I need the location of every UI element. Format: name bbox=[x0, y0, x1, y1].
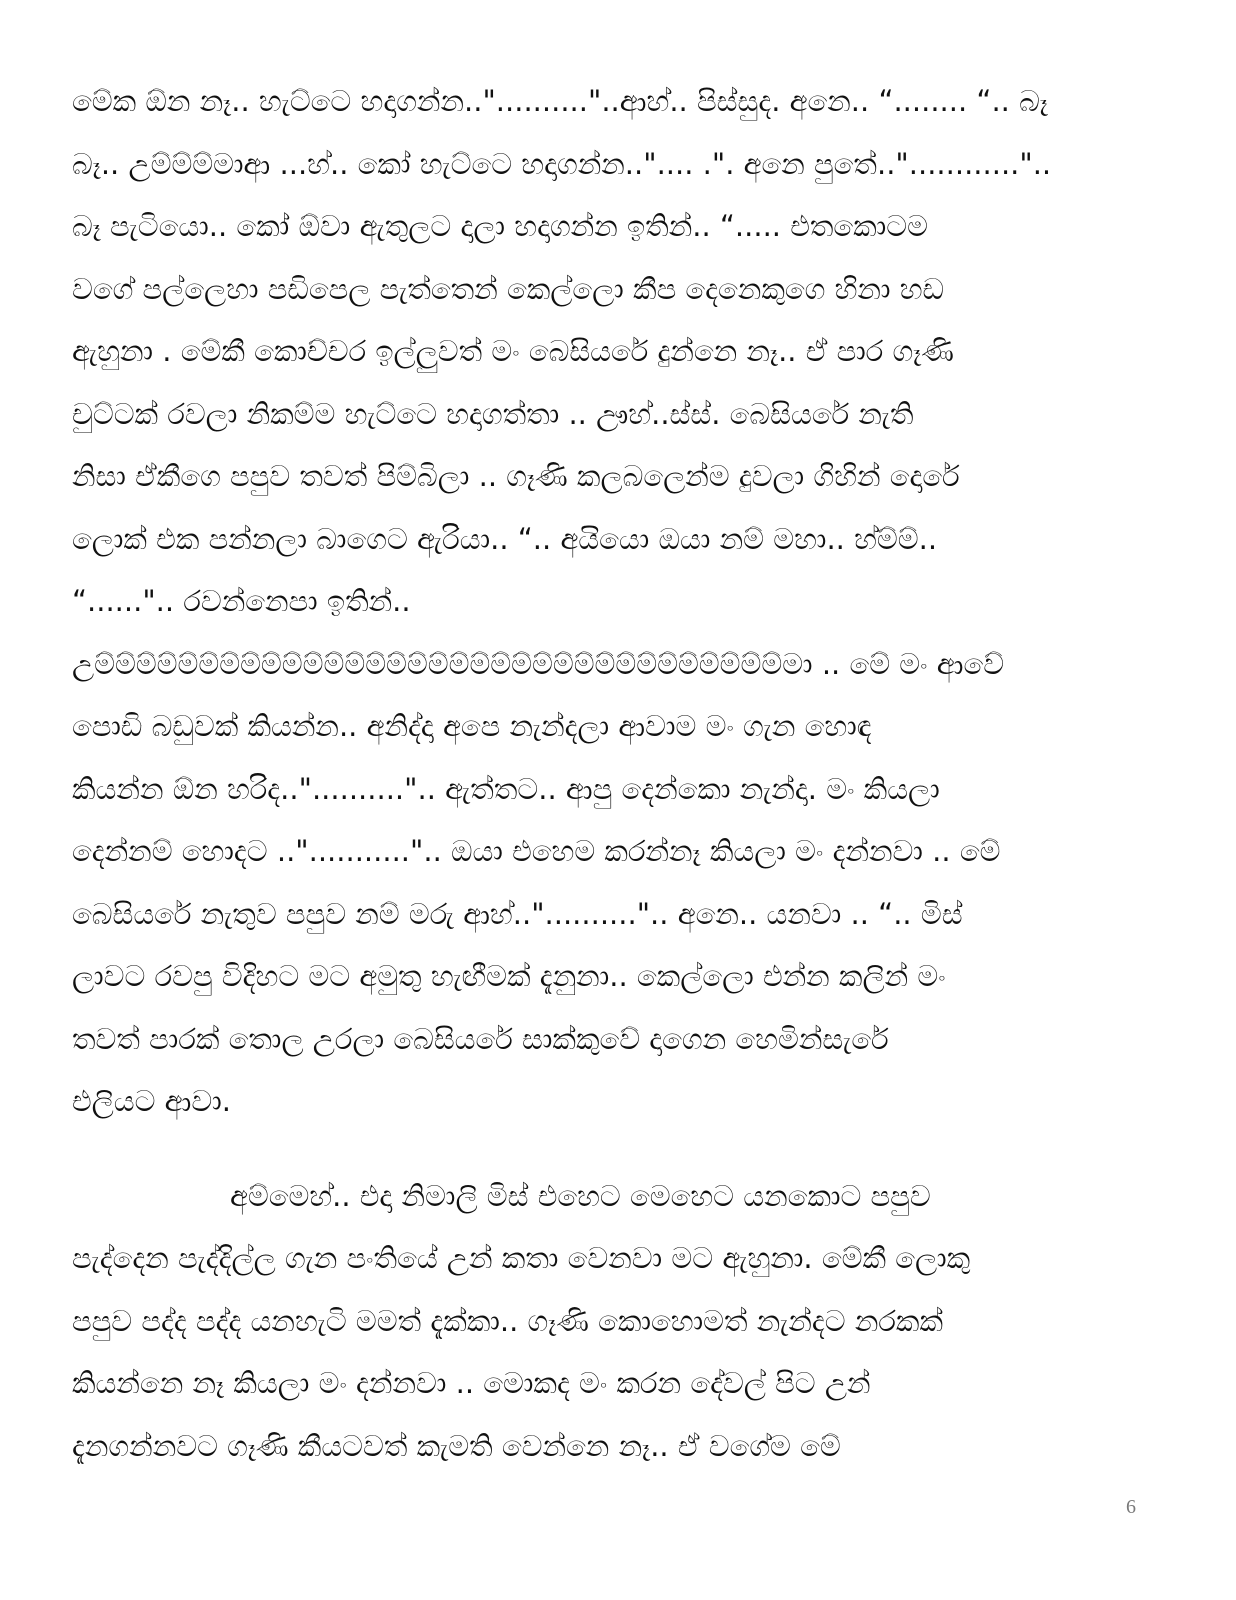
text-line: පොඩි බඩුවක් කියන්න.. අනිද්දා අපෙ නැන්දලා ආවාම මං ගැන හොඳ bbox=[72, 709, 872, 743]
text-line: චුට්ටක් රවලා නිකම්ම හැට්ටෙ හදාගත්තා .. ඌහ්..ස්ස්. බෙසියරේ නැති bbox=[72, 396, 914, 431]
text-line: පපුව පද්ද පද්ද යනහැටි මමත් දැක්කා.. ගෑණි කොහොමත් නැන්දට නරකක් bbox=[72, 1303, 944, 1338]
text-line: බෑ.. උම්ම්ම්මාආ ...හ්.. කෝ හැට්ටෙ හදාගන්න..".... .". අනෙ පුතේ.."............".. bbox=[72, 146, 1052, 181]
text-line: තවත් පාරක් තොල උරලා බෙසියරේ සාක්කුවේ දාගෙන හෙමින්සැරේ bbox=[72, 1021, 889, 1056]
body-text bbox=[72, 70, 1160, 1477]
text-line: වගේ පල්ලෙහා පඩිපෙල පැත්තෙන් කෙල්ලො කීප දෙනෙකුගෙ හිනා හඩ bbox=[72, 271, 945, 306]
paragraph-gap bbox=[72, 1133, 1160, 1165]
text-line: දෙන්නම් හොදට .."...........".. ඔයා එහෙම කරන්නෑ කියලා මං දන්නවා .. මේ bbox=[72, 834, 1001, 868]
text-line-indented: අම්මෙහ්.. එදා නිමාලි මිස් එහෙට මෙහෙට යනකොට පපුව bbox=[230, 1178, 931, 1213]
text-line: දැනගන්නවට ගෑණි කීයටවත් කැමති වෙන්නෙ නෑ.. ඒ වගේම මේ bbox=[72, 1428, 841, 1463]
text-line: ලාවට රවපු විදිහට මට අමුතු හැඟීමක් දැනුනා.. කෙල්ලො එන්න කලින් මං bbox=[72, 959, 946, 993]
text-line: කියන්නෙ නෑ කියලා මං දන්නවා .. මොකද මං කරන දේවල් පිට උන් bbox=[72, 1366, 871, 1400]
text-line: බෑ පැටියො.. කෝ ඕවා ඇතුලට දාලා හදාගන්න ඉතින්.. “..... එතකොටම bbox=[72, 209, 928, 243]
text-line: බෙසියරේ නැතුව පපුව නම් මරු ආහ්.."..........".. අනෙ.. යනවා .. “.. මිස් bbox=[72, 896, 963, 931]
text-line: “......".. රවන්නෙපා ඉතින්.. bbox=[72, 584, 411, 618]
text-line: ලොක් එක පන්නලා බාගෙට ඇරියා.. “.. අයියො ඔයා නම් මහා.. හ්ම්ම්.. bbox=[72, 521, 938, 556]
text-line: උම්ම්ම්ම්ම්ම්ම්ම්ම්ම්ම්ම්ම්ම්ම්ම්ම්ම්ම්ම්ම්ම්ම්ම්ම්ම්ම්ම්ම්ම්ම්ම්ම්මා .. මේ මං ආවේ bbox=[72, 646, 1005, 681]
page-number: 6 bbox=[1126, 1496, 1136, 1518]
paragraph-2 bbox=[72, 1165, 1160, 1478]
paragraph-1 bbox=[72, 70, 1160, 1133]
text-line: කියන්න ඕන හරිද.."..........".. ඇත්තට.. ආපු දෙන්කො නැන්දා. මං කියලා bbox=[72, 771, 940, 806]
text-line: නිසා ඒකීගෙ පපුව තවත් පිම්බිලා .. ගෑණි කලබලෙන්ම දුවලා ගිහින් දොරේ bbox=[72, 459, 960, 493]
text-line: පැද්දෙන පැද්දිල්ල ගැන පංතියේ උන් කතා වෙනවා මට ඇහුනා. මේකී ලොකු bbox=[72, 1241, 971, 1275]
text-line: මේක ඕන නෑ.. හැට්ටෙ හදාගන්න..".........."..ආහ්.. පිස්සුද. අනෙ.. “........ “.. බෑ bbox=[72, 84, 1048, 118]
text-line: ඇහුනා . මේකී කොච්චර ඉල්ලුවත් මං බෙසියරේ දුන්නෙ නෑ.. ඒ පාර ගෑණි bbox=[72, 334, 954, 368]
text-line: එලියට ආවා. bbox=[72, 1084, 232, 1118]
